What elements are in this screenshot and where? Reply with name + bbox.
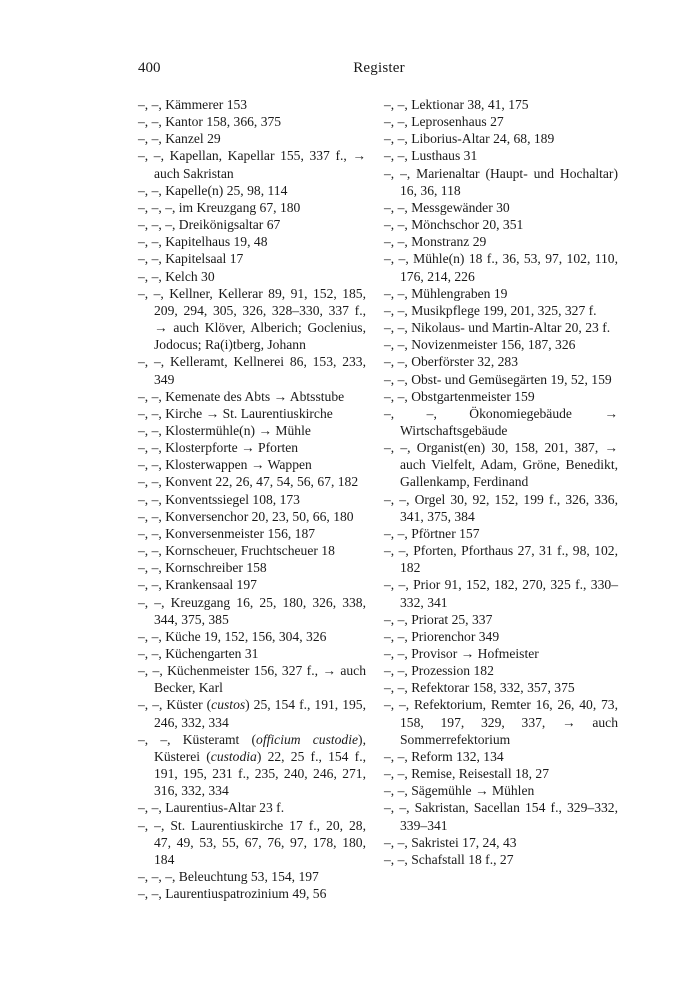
index-entry: –, –, Kapitelhaus 19, 48 — [138, 234, 268, 250]
index-entry: –, –, Monstranz 29 — [384, 234, 487, 250]
index-entry: –, –, Obst- und Gemüsegärten 19, 52, 159 — [384, 371, 612, 387]
index-entry: –, –, Pforten, Pforthaus 27, 31 f., 98, 102, 182 — [384, 543, 618, 576]
index-entry: –, –, Kornscheuer, Fruchtscheuer 18 — [138, 543, 335, 559]
index-entry: –, –, –, Dreikönigsaltar 67 — [138, 217, 281, 233]
index-entry: –, –, Kirche → St. Laurentiuskirche — [138, 405, 333, 421]
index-entry: –, –, Küsteramt (officium custodie), Küsterei (custodia) 22, 25 f., 154 f., 191, 195, 231 f., 235, 240, 246, 271, 316, 332, 334 — [138, 731, 366, 799]
index-entry: –, –, Kapellan, Kapellar 155, 337 f., → auch Sakristan — [138, 148, 366, 181]
index-entry: –, –, Klosterpforte → Pforten — [138, 440, 299, 456]
index-entry: –, –, Musikpflege 199, 201, 325, 327 f. — [384, 302, 597, 318]
index-entry: –, –, Kornschreiber 158 — [138, 560, 267, 576]
index-entry: –, –, Mühle(n) 18 f., 36, 53, 97, 102, 110, 176, 214, 226 — [384, 251, 618, 284]
index-entry: –, –, Laurentius-Altar 23 f. — [138, 800, 285, 816]
index-entry: –, –, Liborius-Altar 24, 68, 189 — [384, 131, 555, 147]
index-entry: –, –, Kemenate des Abts → Abtsstube — [138, 388, 345, 404]
index-entry: –, –, Prozession 182 — [384, 663, 494, 679]
index-entry: –, –, Prior 91, 152, 182, 270, 325 f., 330–332, 341 — [384, 577, 618, 610]
index-entry: –, –, Kellner, Kellerar 89, 91, 152, 185, 209, 294, 305, 326, 328–330, 337 f., → auch Klöver, Alberich; Goclenius, Jodocus; Ra(i)tberg, Johann — [138, 285, 366, 353]
index-entry: –, –, Kantor 158, 366, 375 — [138, 114, 282, 130]
index-entry: –, –, Oberförster 32, 283 — [384, 354, 519, 370]
index-entry: –, –, Konversenmeister 156, 187 — [138, 525, 316, 541]
index-entry: –, –, Ökonomiegebäude → Wirtschaftsgebäude — [384, 405, 618, 438]
index-entry: –, –, Konventssiegel 108, 173 — [138, 491, 300, 507]
index-entry: –, –, Refektorar 158, 332, 357, 375 — [384, 680, 575, 696]
index-entry: –, –, Kreuzgang 16, 25, 180, 326, 338, 344, 375, 385 — [138, 594, 366, 627]
index-entry: –, –, Lektionar 38, 41, 175 — [384, 97, 529, 112]
index-entry: –, –, Organist(en) 30, 158, 201, 387, → auch Vielfelt, Adam, Gröne, Benedikt, Gallenkamp, Ferdinand — [384, 440, 618, 490]
index-entry: –, –, Klosterwappen → Wappen — [138, 457, 312, 473]
index-entry: –, –, Mühlengraben 19 — [384, 285, 508, 301]
index-entry: –, –, Schafstall 18 f., 27 — [384, 851, 514, 867]
index-entry: –, –, Laurentiuspatrozinium 49, 56 — [138, 886, 327, 902]
index-column-left — [138, 96, 366, 902]
index-entry: –, –, Konversenchor 20, 23, 50, 66, 180 — [138, 508, 354, 524]
index-entry: –, –, Provisor → Hofmeister — [384, 646, 539, 661]
index-entry: –, –, Remise, Reisestall 18, 27 — [384, 766, 549, 782]
index-entry: –, –, Obstgartenmeister 159 — [384, 388, 535, 404]
index-entry: –, –, Orgel 30, 92, 152, 199 f., 326, 336, 341, 375, 384 — [384, 491, 618, 524]
running-head: Register — [353, 60, 405, 76]
index-entry: –, –, Novizenmeister 156, 187, 326 — [384, 337, 576, 353]
index-entry: –, –, Refektorium, Remter 16, 26, 40, 73, 158, 197, 329, 337, → auch Sommerrefektorium — [384, 697, 618, 747]
index-entry: –, –, Lusthaus 31 — [384, 148, 478, 164]
index-entry: –, –, Priorat 25, 337 — [384, 611, 493, 627]
page-header — [138, 60, 620, 82]
index-entry: –, –, Kämmerer 153 — [138, 97, 248, 112]
index-entry: –, –, –, Beleuchtung 53, 154, 197 — [138, 869, 319, 885]
index-entry: –, –, Leprosenhaus 27 — [384, 114, 504, 130]
index-entry: –, –, Marienaltar (Haupt- und Hochaltar) 16, 36, 118 — [384, 165, 618, 198]
index-entry: –, –, –, im Kreuzgang 67, 180 — [138, 199, 301, 215]
index-entry: –, –, Kapitelsaal 17 — [138, 251, 244, 267]
index-entry: –, –, Küchengarten 31 — [138, 646, 259, 661]
index-entry: –, –, Sakristei 17, 24, 43 — [384, 834, 517, 850]
index-entry: –, –, Küche 19, 152, 156, 304, 326 — [138, 628, 327, 644]
index-entry: –, –, Pförtner 157 — [384, 525, 480, 541]
index-entry: –, –, Sägemühle → Mühlen — [384, 783, 535, 799]
index-entry: –, –, Küchenmeister 156, 327 f., → auch Becker, Karl — [138, 663, 366, 696]
index-entry: –, –, Krankensaal 197 — [138, 577, 257, 593]
index-entry: –, –, St. Laurentiuskirche 17 f., 20, 28, 47, 49, 53, 55, 67, 76, 97, 178, 180, 184 — [138, 817, 366, 867]
index-entry: –, –, Kelleramt, Kellnerei 86, 153, 233, 349 — [138, 354, 366, 387]
index-entry: –, –, Sakristan, Sacellan 154 f., 329–332, 339–341 — [384, 800, 618, 833]
index-entry: –, –, Nikolaus- und Martin-Altar 20, 23 f. — [384, 320, 611, 336]
index-entry: –, –, Klostermühle(n) → Mühle — [138, 422, 311, 438]
index-entry: –, –, Messgewänder 30 — [384, 199, 510, 215]
index-entry: –, –, Mönchschor 20, 351 — [384, 217, 524, 233]
index-entry: –, –, Reform 132, 134 — [384, 748, 504, 764]
index-entry: –, –, Kapelle(n) 25, 98, 114 — [138, 182, 288, 198]
index-entry: –, –, Konvent 22, 26, 47, 54, 56, 67, 182 — [138, 474, 359, 490]
index-entry: –, –, Kanzel 29 — [138, 131, 221, 147]
index-entry: –, –, Küster (custos) 25, 154 f., 191, 195, 246, 332, 334 — [138, 697, 366, 730]
page-number: 400 — [138, 60, 161, 76]
index-entry: –, –, Kelch 30 — [138, 268, 215, 284]
index-entry: –, –, Priorenchor 349 — [384, 628, 500, 644]
index-column-right — [384, 96, 618, 868]
